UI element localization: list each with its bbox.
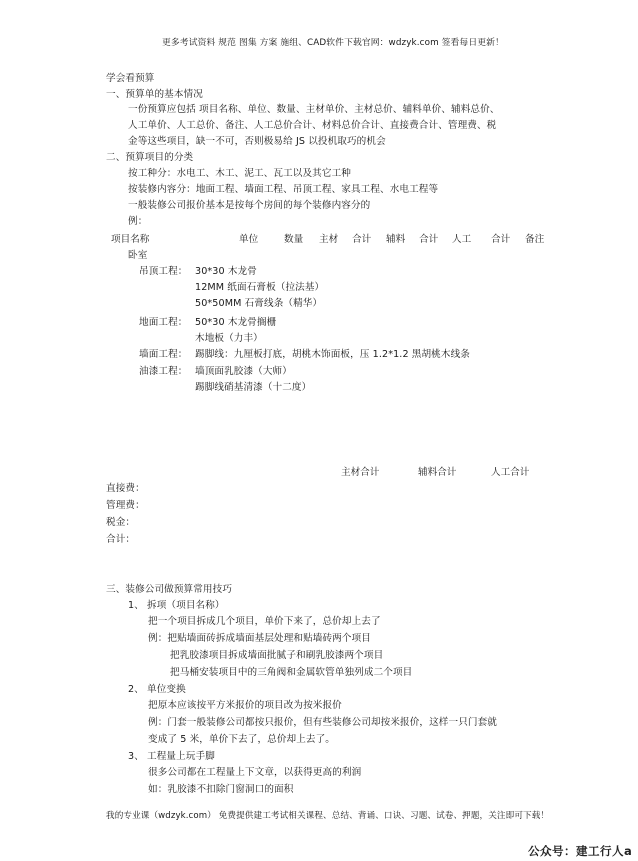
tip-line: 把马桶安装项目中的三角阀和金属软管单独列成二个项目	[170, 667, 413, 678]
document-title: 学会看预算	[106, 73, 155, 84]
table-header-cell: 辅料	[386, 234, 406, 245]
section-2-line: 按装修内容分：地面工程、墙面工程、吊顶工程、家具工程、水电工程等	[128, 184, 439, 195]
table-header-cell: 备注	[525, 234, 545, 245]
tip-line: 例：把贴墙面砖拆成墙面基层处理和贴墙砖两个项目	[148, 633, 371, 644]
tip-line: 把一个项目拆成几个项目，单价下来了，总价却上去了	[148, 616, 381, 627]
auxiliary-total-label: 辅料合计	[418, 467, 457, 478]
section-1-heading: 一、预算单的基本情况	[106, 89, 203, 100]
table-header-cell: 主材	[319, 234, 339, 245]
section-1-paragraph-line: 人工单价、人工总价、备注、人工总价合计、材料总价合计、直接费合计、管理费、税	[128, 120, 497, 131]
section-2-line: 按工种分：水电工、木工、泥工、瓦工以及其它工种	[128, 168, 351, 179]
tip-line: 变成了 5 米，单价下去了，总价却上去了。	[148, 734, 335, 745]
paint-work-item: 踢脚线硝基清漆（十二度）	[195, 382, 312, 393]
fee-tax-label: 税金：	[106, 517, 136, 528]
tip-line: 例：门套一般装修公司都按只报价，但有些装修公司却按米报价，这样一只门套就	[148, 717, 497, 728]
wall-work-label: 墙面工程：	[139, 349, 188, 360]
room-label: 卧室	[128, 250, 148, 261]
floor-work-item: 木地板（力丰）	[195, 333, 263, 344]
section-3-heading: 三、装修公司做预算常用技巧	[106, 584, 233, 595]
tip-line: 把乳胶漆项目拆成墙面批腻子和刷乳胶漆两个项目	[170, 650, 384, 661]
table-header-cell: 单位	[239, 234, 259, 245]
tip-line: 把原本应该按平方米报价的项目改为按米报价	[148, 700, 342, 711]
ceiling-work-item: 50*50MM 石膏线条（精华）	[195, 298, 323, 309]
table-header-cell: 合计	[352, 234, 372, 245]
table-header-cell: 合计	[491, 234, 511, 245]
ceiling-work-item: 12MM 纸面石膏板（拉法基）	[195, 282, 325, 293]
tip-heading: 3、 工程量上玩手脚	[128, 751, 215, 762]
footer-note: 我的专业课（wdzyk.com） 免费提供建工考试相关课程、总结、背诵、口诀、习题、试卷、押题，关注即可下载！	[106, 811, 550, 821]
floor-work-item: 50*30 木龙骨搁栅	[195, 317, 277, 328]
table-header-cell: 数量	[284, 234, 304, 245]
fee-total-label: 合计：	[106, 534, 136, 545]
tip-line: 如：乳胶漆不扣除门窗洞口的面积	[148, 784, 294, 795]
material-total-label: 主材合计	[341, 467, 380, 478]
fee-direct-label: 直接费：	[106, 483, 145, 494]
fee-management-label: 管理费：	[106, 500, 145, 511]
table-header-cell: 合计	[419, 234, 439, 245]
ceiling-work-item: 30*30 木龙骨	[195, 266, 257, 277]
example-label: 例：	[128, 216, 148, 227]
paint-work-label: 油漆工程：	[139, 366, 188, 377]
labor-total-label: 人工合计	[491, 467, 530, 478]
section-2-heading: 二、预算项目的分类	[106, 152, 194, 163]
table-header-cell: 项目名称	[111, 234, 150, 245]
section-1-paragraph-line: 一份预算应包括 项目名称、单位、数量、主材单价、主材总价、辅料单价、辅料总价、	[128, 104, 500, 115]
tip-line: 很多公司都在工程量上下文章，以获得更高的利润	[148, 767, 362, 778]
ceiling-work-label: 吊顶工程：	[139, 266, 188, 277]
header-banner: 更多考试资料 规范 图集 方案 施组、CAD软件下载官网：wdzyk.com 签看每日更新！	[162, 38, 504, 48]
section-1-paragraph-line: 金等这些项目，缺一不可，否则极易给 JS 以投机取巧的机会	[128, 136, 386, 147]
watermark: 公众号：建工行人a	[528, 844, 633, 858]
floor-work-label: 地面工程：	[139, 317, 188, 328]
tip-heading: 1、 拆项（项目名称）	[128, 600, 225, 611]
tip-heading: 2、 单位变换	[128, 684, 186, 695]
table-header-cell: 人工	[452, 234, 472, 245]
wall-work-item: 踢脚线：九厘板打底，胡桃木饰面板，压 1.2*1.2 黑胡桃木线条	[195, 349, 470, 360]
section-2-line: 一般装修公司报价基本是按每个房间的每个装修内容分的	[128, 200, 371, 211]
paint-work-item: 墙顶面乳胶漆（大师）	[195, 366, 292, 377]
